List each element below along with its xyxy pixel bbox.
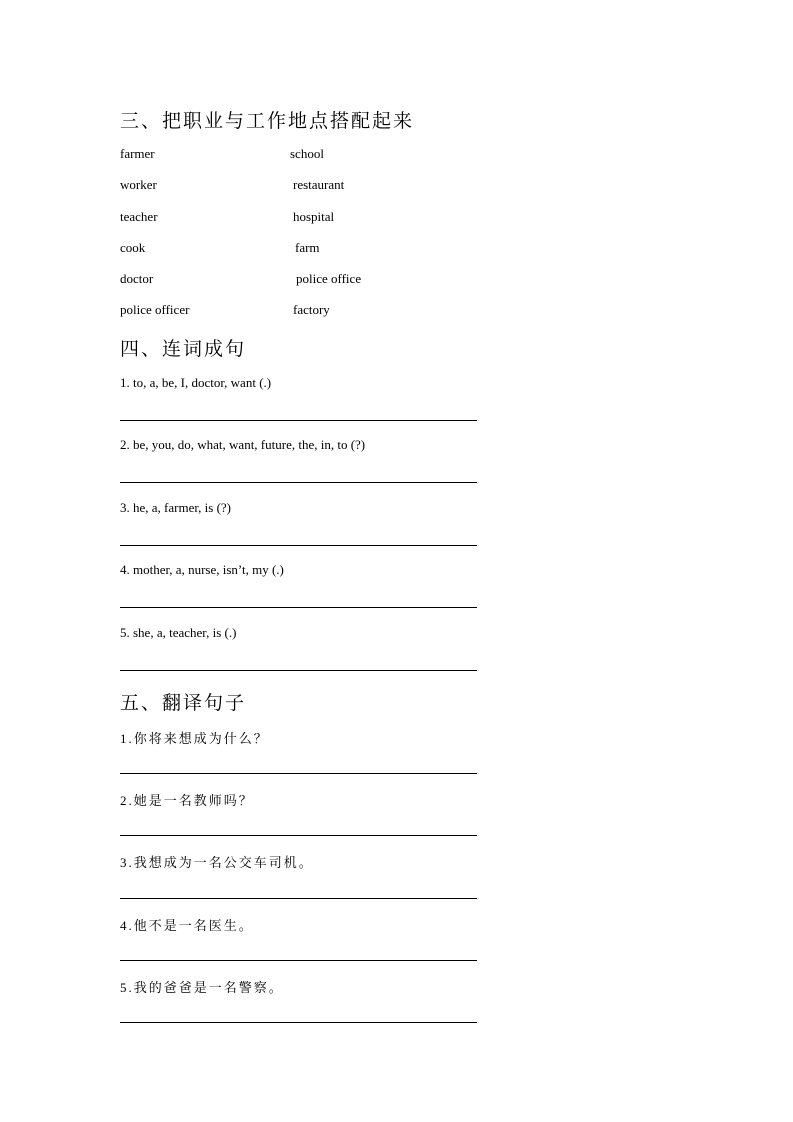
- answer-line[interactable]: [120, 607, 477, 608]
- translation-question: 4.他不是一名医生。: [120, 918, 254, 933]
- section-5-heading: 五、翻译句子: [120, 692, 247, 714]
- occupation-word: doctor: [120, 271, 154, 286]
- workplace-word: school: [290, 146, 324, 161]
- workplace-word: hospital: [293, 209, 335, 224]
- occupation-word: police officer: [120, 302, 190, 317]
- answer-line[interactable]: [120, 420, 477, 421]
- section-3-heading: 三、把职业与工作地点搭配起来: [120, 110, 415, 132]
- answer-line[interactable]: [120, 482, 477, 483]
- word-order-question: 3. he, a, farmer, is (?): [120, 500, 232, 515]
- workplace-word: farm: [295, 240, 320, 255]
- answer-line[interactable]: [120, 670, 477, 671]
- answer-line[interactable]: [120, 898, 477, 899]
- occupation-word: farmer: [120, 146, 155, 161]
- occupation-word: worker: [120, 177, 157, 192]
- answer-line[interactable]: [120, 773, 477, 774]
- translation-question: 3.我想成为一名公交车司机。: [120, 855, 314, 870]
- answer-line[interactable]: [120, 545, 477, 546]
- translation-question: 1.你将来想成为什么？: [120, 731, 269, 746]
- translation-question: 5.我的爸爸是一名警察。: [120, 980, 284, 995]
- word-order-question: 2. be, you, do, what, want, future, the, in, to (?): [120, 437, 366, 452]
- workplace-word: restaurant: [293, 177, 345, 192]
- answer-line[interactable]: [120, 835, 477, 836]
- occupation-word: teacher: [120, 209, 158, 224]
- translation-question: 2.她是一名教师吗？: [120, 793, 254, 808]
- section-4-heading: 四、连词成句: [120, 338, 247, 360]
- occupation-word: cook: [120, 240, 146, 255]
- workplace-word: factory: [293, 302, 330, 317]
- word-order-question: 4. mother, a, nurse, isn’t, my (.): [120, 562, 284, 577]
- workplace-word: police office: [296, 271, 362, 286]
- answer-line[interactable]: [120, 960, 477, 961]
- word-order-question: 5. she, a, teacher, is (.): [120, 625, 237, 640]
- answer-line[interactable]: [120, 1022, 477, 1023]
- word-order-question: 1. to, a, be, I, doctor, want (.): [120, 375, 272, 390]
